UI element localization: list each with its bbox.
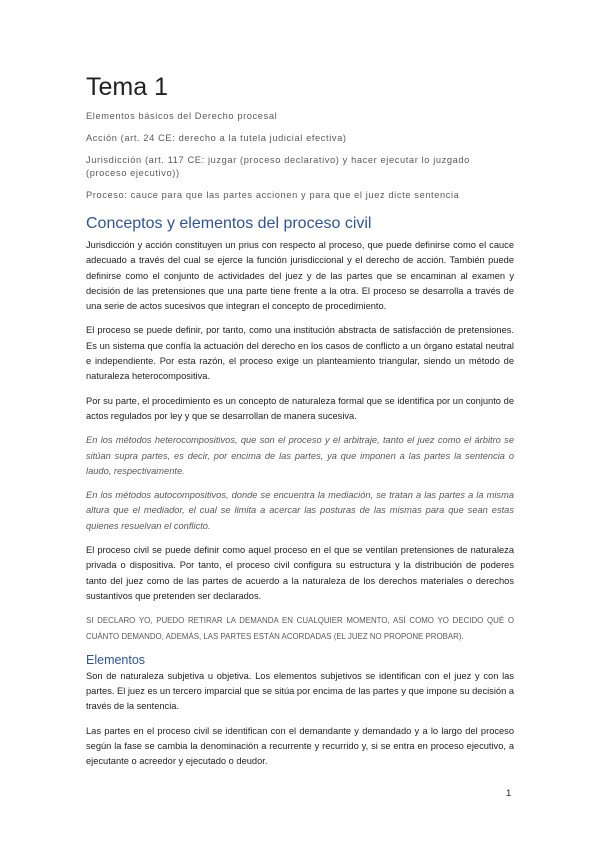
subtitle-elementos: Elementos básicos del Derecho procesal [86,111,278,121]
subtitle-accion: Acción (art. 24 CE: derecho a la tutela judicial efectiva) [86,133,347,143]
page-number: 1 [506,788,512,799]
page-title: Tema 1 [86,73,168,101]
smallcaps-note: SI DECLARO YO, PUEDO RETIRAR LA DEMANDA EN CUALQUIER MOMENTO, ASÍ COMO YO DECIDO QUÉ O CUÁNTO DEMANDO, ADEMÁS, LAS PARTES ESTÁN ACORDADAS (EL JUEZ NO PROPONE PROBAR). [86,616,514,641]
paragraph: Jurisdicción y acción constituyen un prius con respecto al proceso, que puede definirse como el cauce adecuado a través del cual se ejerce la función jurisdiccional y el derecho de acción. También puede definirse como el conjunto de actividades del juez y de las partes que se encaminan al examen y decisión de las pretensiones que una parte tiene frente a la otra. El proceso se desarrolla a través de una serie de actos sucesivos que integran el concepto de procedimiento. [86,240,514,312]
section-heading-conceptos: Conceptos y elementos del proceso civil [86,215,372,232]
paragraph: Son de naturaleza subjetiva u objetiva. Los elementos subjetivos se identifican con el juez y con las partes. El juez es un tercero imparcial que se sitúa por encima de las partes y que impone su decisión a través de la sentencia. [86,670,514,712]
paragraph: Las partes en el proceso civil se identifican con el demandante y demandado y a lo largo del proceso según la fase se cambia la denominación a recurrente y recurrido y, si se entra en proceso ejecutivo, a ejecutante o acreedor y ejecutado o deudor. [86,725,514,767]
paragraph: El proceso civil se puede definir como aquel proceso en el que se ventilan pretensiones de naturaleza privada o dispositiva. Por tanto, el proceso civil configura su estructura y la distribución de poderes tanto del juez como de las partes de acuerdo a la naturaleza de los derechos materiales o derechos sustantivos que pretenden ser declarados. [86,545,514,601]
paragraph: Por su parte, el procedimiento es un concepto de naturaleza formal que se identifica por un conjunto de actos regulados por ley y que se desarrollan de manera sucesiva. [86,395,514,421]
document-page [86,72,514,779]
subtitle-proceso: Proceso: cauce para que las partes accionen y para que el juez dicte sentencia [86,189,460,200]
italic-paragraph: En los métodos autocompositivos, donde se encuentra la mediación, se tratan a las partes a la misma altura que el mediador, el cual se limita a acercar las posturas de las mismas para que sean estas quienes resuelvan el conflicto. [86,490,514,531]
paragraph: El proceso se puede definir, por tanto, como una institución abstracta de satisfacción de pretensiones. Es un sistema que confía la actuación del derecho en los casos de conflicto a un órgano estatal neutral e independiente. Por esta razón, el proceso exige un planteamiento triangular, siendo un método de naturaleza heterocompositiva. [86,325,514,382]
italic-paragraph: En los métodos heterocompositivos, que son el proceso y el arbitraje, tanto el juez como el árbitro se sitúan supra partes, es decir, por encima de las partes, ya que imponen a las partes la sentencia o laudo, respectivamente. [86,435,514,476]
subtitle-jurisdiccion: Jurisdicción (art. 117 CE: juzgar (proceso declarativo) y hacer ejecutar lo juzgado (proceso ejecutivo)) [86,155,470,178]
section-heading-elementos: Elementos [86,652,146,667]
